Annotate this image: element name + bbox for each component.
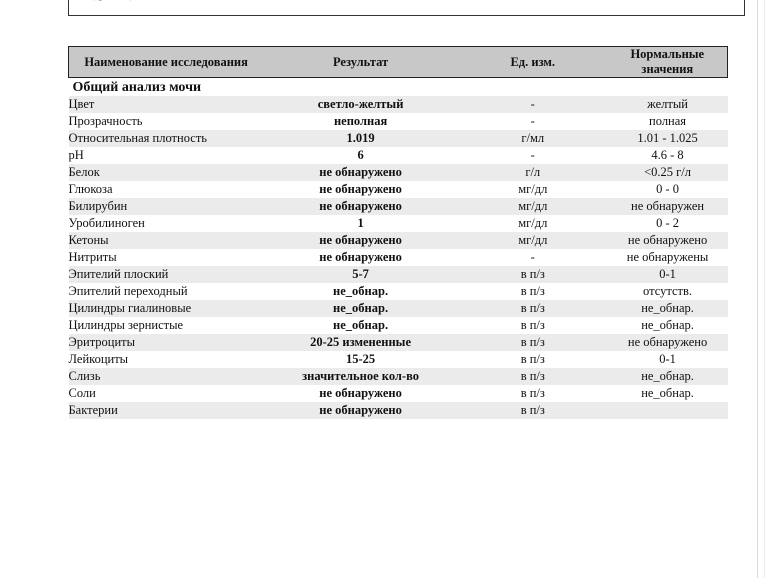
table-row xyxy=(69,385,728,402)
cell-test-name: Прозрачность xyxy=(69,113,264,130)
table-row xyxy=(69,164,728,181)
cell-normal-value: не обнаружено xyxy=(608,232,728,249)
cell-test-name: Нитриты xyxy=(69,249,264,266)
cell-unit: в п/з xyxy=(458,266,608,283)
cell-normal-value: полная xyxy=(608,113,728,130)
header-normal-values: Нормальные значения xyxy=(608,47,728,78)
cell-normal-value: не обнаружены xyxy=(608,249,728,266)
cell-result: не обнаружено xyxy=(263,232,458,249)
page-edge xyxy=(757,0,758,578)
table-row xyxy=(69,334,728,351)
cell-result: неполная xyxy=(263,113,458,130)
cell-result: 15-25 xyxy=(263,351,458,368)
header-test-name: Наименование исследования xyxy=(69,47,264,78)
cell-result: не обнаружено xyxy=(263,385,458,402)
cell-normal-value: <0.25 г/л xyxy=(608,164,728,181)
cell-normal-value: 0-1 xyxy=(608,266,728,283)
table-header-row xyxy=(69,47,728,78)
cell-test-name: Белок xyxy=(69,164,264,181)
cell-normal-value: не обнаружено xyxy=(608,334,728,351)
table-row xyxy=(69,402,728,419)
table-row xyxy=(69,249,728,266)
urinalysis-results-table xyxy=(68,46,728,419)
table-row xyxy=(69,351,728,368)
cell-result: не обнаружено xyxy=(263,402,458,419)
cell-unit: г/мл xyxy=(458,130,608,147)
cell-test-name: Слизь xyxy=(69,368,264,385)
cell-unit: в п/з xyxy=(458,317,608,334)
cell-normal-value: не_обнар. xyxy=(608,368,728,385)
cell-normal-value: не_обнар. xyxy=(608,300,728,317)
cell-test-name: Билирубин xyxy=(69,198,264,215)
cell-test-name: Соли xyxy=(69,385,264,402)
cell-unit: - xyxy=(458,249,608,266)
section-title-row xyxy=(69,78,728,97)
cell-normal-value: 1.01 - 1.025 xyxy=(608,130,728,147)
cell-test-name: Эритроциты xyxy=(69,334,264,351)
cell-result: 5-7 xyxy=(263,266,458,283)
cell-test-name: Бактерии xyxy=(69,402,264,419)
cell-normal-value: не обнаружен xyxy=(608,198,728,215)
table-row xyxy=(69,215,728,232)
cell-test-name: Эпителий плоский xyxy=(69,266,264,283)
cell-normal-value: желтый xyxy=(608,96,728,113)
cell-result: 20-25 измененные xyxy=(263,334,458,351)
cell-test-name: Кетоны xyxy=(69,232,264,249)
cell-unit: г/л xyxy=(458,164,608,181)
section-title: Общий анализ мочи xyxy=(69,78,728,97)
cell-result: 1 xyxy=(263,215,458,232)
table-row xyxy=(69,198,728,215)
cell-normal-value: отсутств. xyxy=(608,283,728,300)
cell-result: 6 xyxy=(263,147,458,164)
cell-normal-value: не_обнар. xyxy=(608,385,728,402)
table-row xyxy=(69,300,728,317)
table-row xyxy=(69,96,728,113)
cell-normal-value: 0 - 0 xyxy=(608,181,728,198)
cell-unit: - xyxy=(458,96,608,113)
cell-normal-value: 0-1 xyxy=(608,351,728,368)
cell-normal-value: 0 - 2 xyxy=(608,215,728,232)
cell-result: не обнаружено xyxy=(263,164,458,181)
cell-unit: в п/з xyxy=(458,402,608,419)
cell-result: 1.019 xyxy=(263,130,458,147)
cell-unit: мг/дл xyxy=(458,181,608,198)
cell-unit: мг/дл xyxy=(458,198,608,215)
cell-result: светло-желтый xyxy=(263,96,458,113)
table-row xyxy=(69,130,728,147)
cell-test-name: Цилиндры гиалиновые xyxy=(69,300,264,317)
cell-result: не_обнар. xyxy=(263,317,458,334)
page-edge-shadow xyxy=(764,0,765,578)
cell-test-name: pH xyxy=(69,147,264,164)
cell-test-name: Лейкоциты xyxy=(69,351,264,368)
cell-test-name: Цилиндры зернистые xyxy=(69,317,264,334)
cell-test-name: Эпителий переходный xyxy=(69,283,264,300)
cell-unit: в п/з xyxy=(458,368,608,385)
table-row xyxy=(69,283,728,300)
cell-unit: в п/з xyxy=(458,351,608,368)
patient-address-label xyxy=(87,0,158,1)
cell-unit: в п/з xyxy=(458,334,608,351)
cell-normal-value xyxy=(608,402,728,419)
cell-test-name: Цвет xyxy=(69,96,264,113)
cell-result: не обнаружено xyxy=(263,249,458,266)
cell-unit: - xyxy=(458,147,608,164)
patient-info-box xyxy=(68,0,745,16)
header-result: Результат xyxy=(263,47,458,78)
patient-sex-label xyxy=(417,0,437,1)
table-row xyxy=(69,266,728,283)
cell-unit: - xyxy=(458,113,608,130)
cell-test-name: Относительная плотность xyxy=(69,130,264,147)
cell-unit: в п/з xyxy=(458,385,608,402)
table-row xyxy=(69,181,728,198)
table-row xyxy=(69,113,728,130)
table-row xyxy=(69,317,728,334)
cell-result: не обнаружено xyxy=(263,181,458,198)
cell-test-name: Уробилиноген xyxy=(69,215,264,232)
cell-unit: в п/з xyxy=(458,300,608,317)
cell-result: значительное кол-во xyxy=(263,368,458,385)
cell-unit: мг/дл xyxy=(458,232,608,249)
cell-unit: в п/з xyxy=(458,283,608,300)
cell-test-name: Глюкоза xyxy=(69,181,264,198)
table-row xyxy=(69,232,728,249)
cell-result: не обнаружено xyxy=(263,198,458,215)
patient-sex-value xyxy=(507,0,546,1)
header-unit: Ед. изм. xyxy=(458,47,608,78)
cell-normal-value: 4.6 - 8 xyxy=(608,147,728,164)
table-row xyxy=(69,147,728,164)
table-row xyxy=(69,368,728,385)
cell-result: не_обнар. xyxy=(263,300,458,317)
cell-result: не_обнар. xyxy=(263,283,458,300)
cell-unit: мг/дл xyxy=(458,215,608,232)
cell-normal-value: не_обнар. xyxy=(608,317,728,334)
